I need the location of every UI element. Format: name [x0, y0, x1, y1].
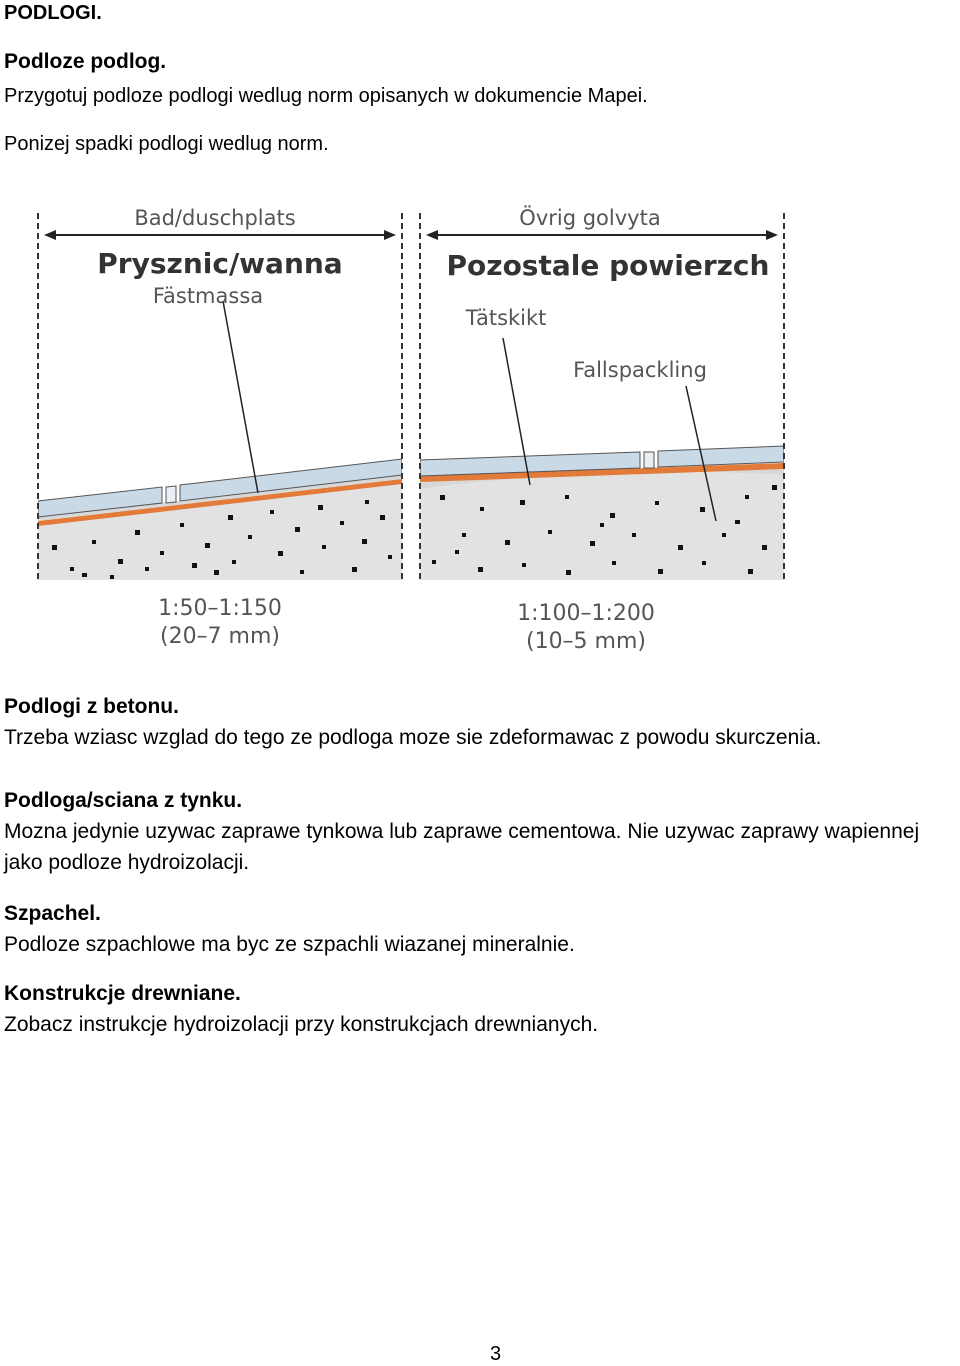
intro-heading: Podloze podlog. — [4, 50, 167, 73]
right-layer-label-1: Tätskikt — [465, 306, 547, 330]
left-tile — [166, 486, 176, 503]
section-heading-wood: Konstrukcje drewniane. — [4, 982, 241, 1005]
section-text-plaster: Mozna jedynie uzywac zaprawe tynkowa lub zaprawe cementowa. Nie uzywac zaprawy wapiennej jako podloze hydroizolacji. — [4, 820, 920, 874]
section-heading-plaster: Podloga/sciana z tynku. — [4, 789, 243, 812]
floor-slope-figure — [0, 195, 800, 665]
right-panel — [420, 205, 784, 654]
arrow-left-icon — [44, 230, 56, 240]
intro-line-2: Ponizej spadki podlogi wedlug norm. — [4, 133, 329, 155]
page-number: 3 — [490, 1343, 502, 1365]
left-thickness: (20–7 mm) — [159, 624, 281, 649]
right-swedish-title: Övrig golvyta — [519, 206, 661, 230]
left-layer-label: Fästmassa — [152, 284, 264, 308]
section-heading-filler: Szpachel. — [4, 902, 101, 925]
left-swedish-title: Bad/duschplats — [134, 206, 296, 230]
right-thickness: (10–5 mm) — [525, 629, 647, 654]
right-tile — [644, 452, 654, 468]
section-heading-concrete: Podlogi z betonu. — [4, 695, 179, 718]
page-title: PODLOGI. — [4, 2, 102, 24]
arrow-left-icon — [426, 230, 438, 240]
arrow-right-icon — [766, 230, 778, 240]
right-ratio: 1:100–1:200 — [517, 601, 655, 626]
section-text-concrete: Trzeba wziasc wzglad do tego ze podloga moze sie zdeformawac z powodu skurczenia. — [4, 726, 822, 749]
left-polish-title: Prysznic/wanna — [97, 247, 343, 280]
section-text-wood: Zobacz instrukcje hydroizolacji przy konstrukcjach drewnianych. — [4, 1013, 599, 1036]
intro-line-1: Przygotuj podloze podlogi wedlug norm opisanych w dokumencie Mapei. — [4, 85, 648, 107]
section-text-filler: Podloze szpachlowe ma byc ze szpachli wiazanej mineralnie. — [4, 933, 575, 956]
arrow-right-icon — [384, 230, 396, 240]
right-layer-label-2: Fallspackling — [573, 358, 707, 382]
right-polish-title: Pozostale powierzch — [446, 249, 770, 282]
left-ratio: 1:50–1:150 — [158, 596, 282, 621]
left-panel — [38, 206, 402, 649]
